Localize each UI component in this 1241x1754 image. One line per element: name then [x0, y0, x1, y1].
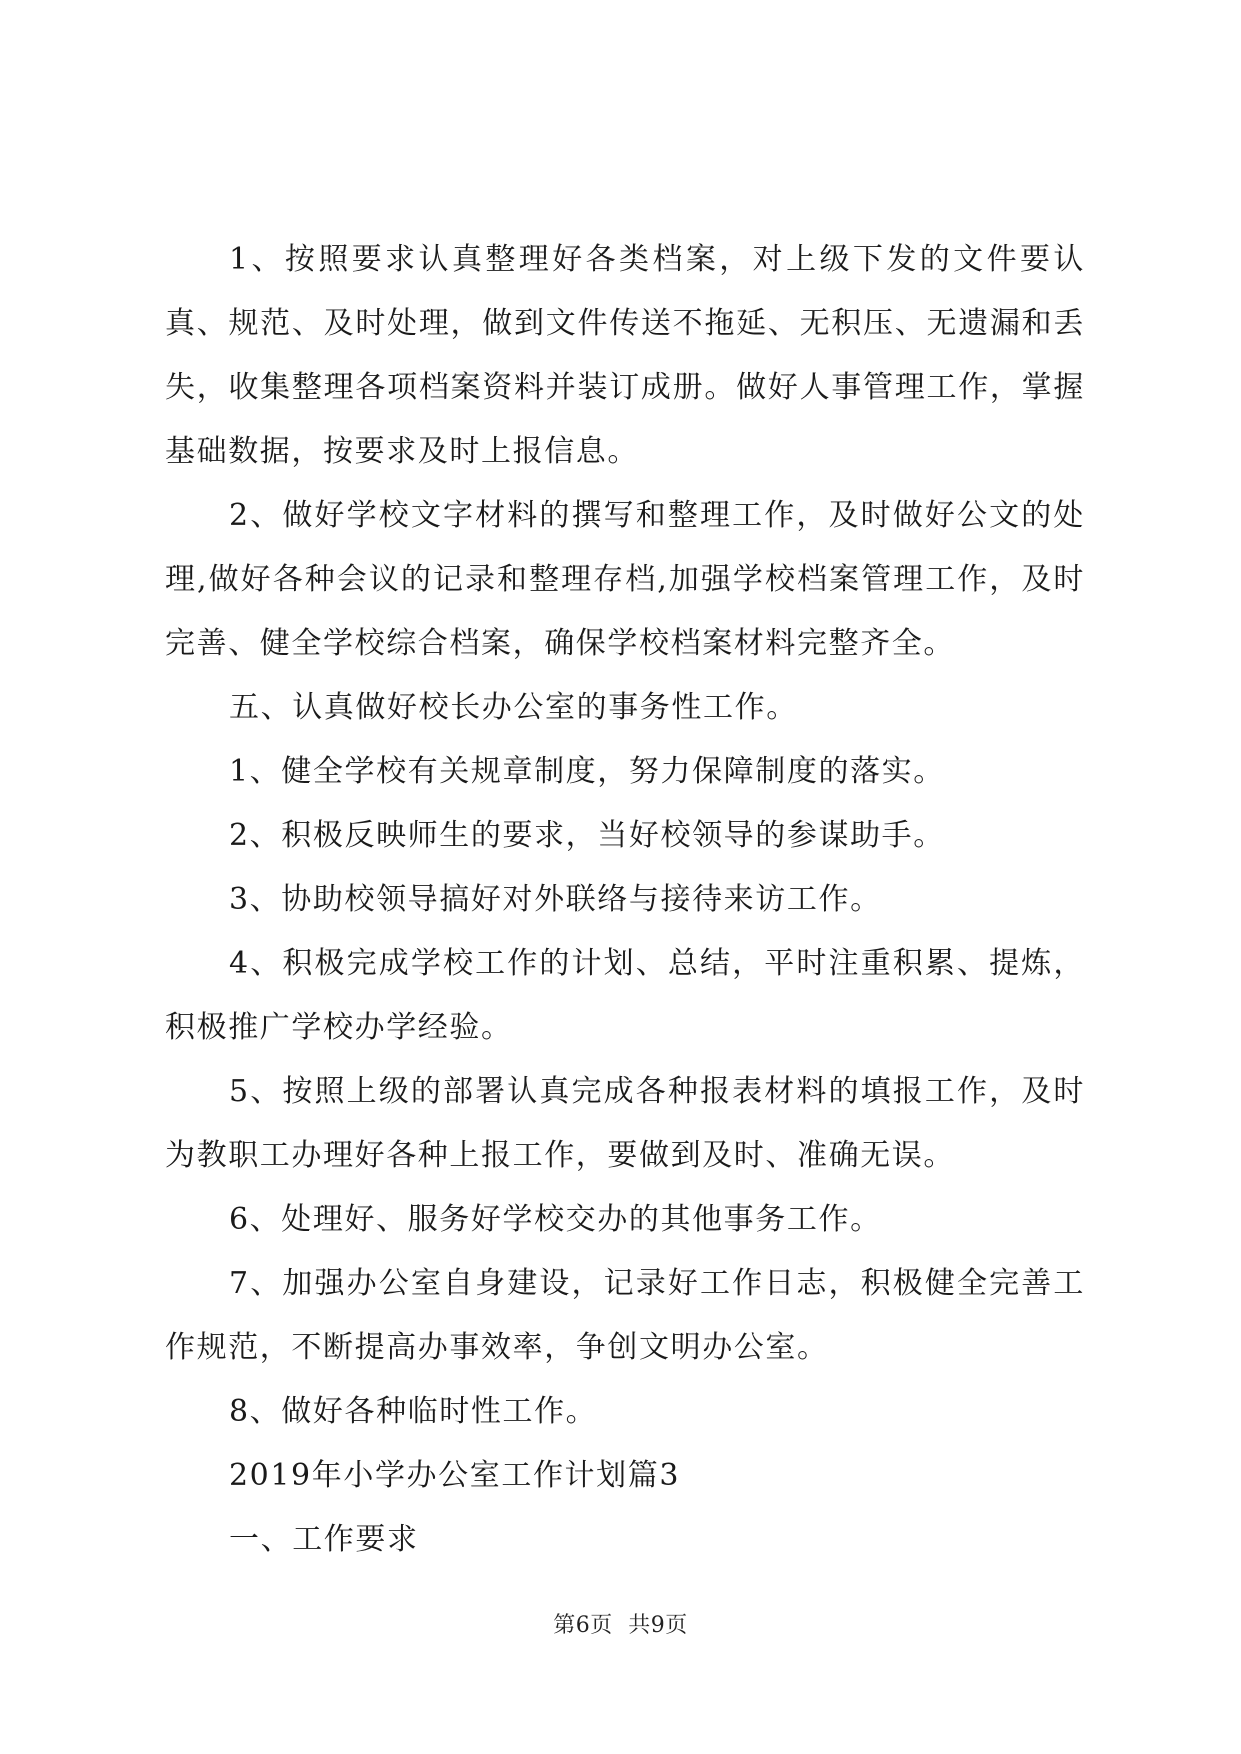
paragraph: 8、做好各种临时性工作。	[229, 1394, 598, 1429]
paragraph: 1、按照要求认真整理好各类档案，对上级下发的文件要认真、规范、及时处理，做到文件传送不拖延、无积压、无遗漏和丢失，收集整理各项档案资料并装订成册。做好人事管理工作，掌握基础数据，按要求及时上报信息。	[165, 242, 1085, 469]
paragraph: 2、积极反映师生的要求，当好校领导的参谋助手。	[229, 818, 945, 853]
paragraph: 4、积极完成学校工作的计划、总结，平时注重积累、提炼，积极推广学校办学经验。	[165, 946, 1085, 1045]
document-body	[165, 228, 1085, 1572]
page-footer	[0, 1608, 1241, 1639]
paragraph: 5、按照上级的部署认真完成各种报表材料的填报工作，及时为教职工办理好各种上报工作，要做到及时、准确无误。	[165, 1074, 1085, 1173]
paragraph: 6、处理好、服务好学校交办的其他事务工作。	[229, 1202, 882, 1237]
article-title: 2019年小学办公室工作计划篇3	[229, 1458, 681, 1493]
section-heading: 一、工作要求	[229, 1522, 419, 1557]
paragraph: 1、健全学校有关规章制度，努力保障制度的落实。	[229, 754, 945, 789]
paragraph: 7、加强办公室自身建设，记录好工作日志，积极健全完善工作规范，不断提高办事效率，争创文明办公室。	[165, 1266, 1085, 1365]
page-total: 共9页	[628, 1613, 688, 1638]
page-number: 第6页	[553, 1613, 613, 1638]
paragraph: 3、协助校领导搞好对外联络与接待来访工作。	[229, 882, 882, 917]
paragraph: 2、做好学校文字材料的撰写和整理工作，及时做好公文的处理,做好各种会议的记录和整理存档,加强学校档案管理工作，及时完善、健全学校综合档案，确保学校档案材料完整齐全。	[165, 498, 1085, 661]
section-heading: 五、认真做好校长办公室的事务性工作。	[229, 690, 798, 725]
